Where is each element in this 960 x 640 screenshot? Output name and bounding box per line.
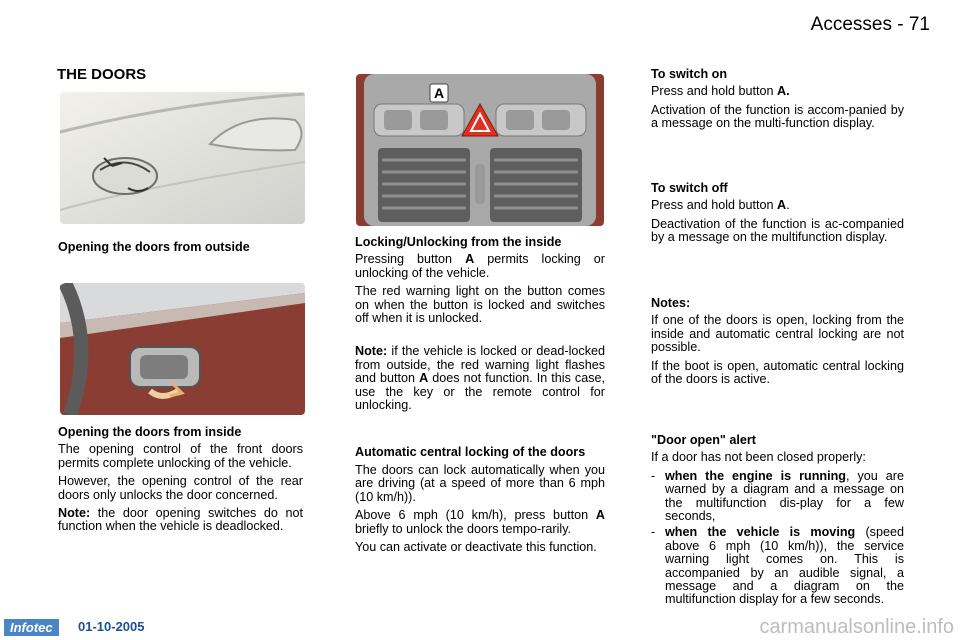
alert-bullet-engine-running [651,470,904,524]
page-header: Accesses - 71 [810,14,930,35]
note-b: does not function. In this case, use the key or the remote control for unlocking. [355,371,605,413]
notes-heading: Notes: [651,296,691,310]
off-p1-a: Press and hold button [651,198,778,213]
on-p1-a: Press and hold button [651,84,778,99]
bullet-dash: - [651,525,656,540]
inside-note [58,507,303,534]
switch-on-paragraph-1 [651,85,904,98]
footer-date: 01-10-2005 [78,619,145,634]
central-locking-button-illustration [356,74,604,226]
auto-p2-b: briefly to unlock the doors tempo-rarily. [355,521,572,536]
button-a-label: A [433,85,445,101]
lock-p1-b: permits locking or unlocking of the vehicle. [355,252,605,280]
column-1-text [58,426,303,539]
note-text: the door opening switches do not function when the vehicle is deadlocked. [58,506,303,534]
note-label: Note: [355,344,388,359]
notes-paragraph-2: If the boot is open, automatic central locking of the doors is active. [651,358,904,387]
section-title: THE DOORS [57,66,147,83]
inside-heading: Opening the doors from inside [58,425,242,439]
button-a-ref: A [595,508,605,523]
note-label: Note: [58,506,91,521]
column-3-notes [651,297,904,391]
lock-note [355,345,605,412]
lock-paragraph-2: The red warning light on the button comes on when the button is locked and switches off when it is unlocked. [355,284,605,326]
watermark: carmanualsonline.info [759,616,954,638]
alert-intro: If a door has not been closed properly: [651,450,866,465]
notes-paragraph-1: If one of the doors is open, locking from the inside and automatic central locking are not possible. [651,313,904,355]
switch-on-paragraph-2: Activation of the function is accom-panied by a message on the multi-function display. [651,102,904,131]
bullet-1-bold: when the engine is running [665,468,846,483]
note-a: if the vehicle is locked or dead-locked from outside, the red warning light flashes and button [355,344,605,386]
lock-heading: Locking/Unlocking from the inside [355,235,562,249]
footer-brand: Infotec [4,619,59,636]
button-a-ref: A [777,198,787,213]
auto-paragraph-2 [355,509,605,536]
lock-p1-a: Pressing button [355,252,466,267]
button-a-ref: A [419,371,429,386]
interior-door-handle-illustration [60,283,305,415]
alert-bullet-vehicle-moving [651,526,904,606]
auto-paragraph-3: You can activate or deactivate this function. [355,539,597,554]
alert-heading: "Door open" alert [651,433,757,447]
caption-opening-outside [58,241,303,258]
exterior-door-handle-illustration [60,92,305,224]
auto-p2-a: Above 6 mph (10 km/h), press button [355,508,596,523]
lock-paragraph-1 [355,253,605,280]
switch-off-paragraph-2: Deactivation of the function is ac-companied by a message on the multifunction display. [651,216,904,245]
button-a-ref: A. [777,84,790,99]
bullet-dash: - [651,468,656,483]
button-a-ref: A [465,252,475,267]
inside-paragraph-2: However, the opening control of the rear doors only unlocks the door concerned. [58,474,303,502]
auto-heading: Automatic central locking of the doors [355,445,586,460]
caption-opening-outside-text: Opening the doors from outside [58,240,250,254]
footer [0,616,960,640]
column-2-text [355,236,605,559]
auto-paragraph-1: The doors can lock automatically when you are driving (at a speed of more than 6 mph (10 km/h)). [355,462,605,504]
bullet-2-bold: when the vehicle is moving [665,525,856,540]
switch-off-heading: To switch off [651,181,728,195]
inside-paragraph-1: The opening control of the front doors permits complete unlocking of the vehicle. [58,442,303,470]
switch-off-paragraph-1 [651,199,904,212]
switch-on-heading: To switch on [651,67,728,81]
column-3-door-open-alert [651,434,904,610]
column-3-switch-on [651,68,904,136]
bullet-1-text: , you are warned by a diagram and a message on the multifunction dis-play for a few seconds, [665,468,904,524]
column-3-switch-off [651,182,904,250]
bullet-2-text: (speed above 6 mph (10 km/h)), the service warning light comes on. This is accompanied by an audible signal, a message and a diagram on the multifunction display for a few seconds. [665,525,904,607]
off-p1-b: . [786,198,790,213]
